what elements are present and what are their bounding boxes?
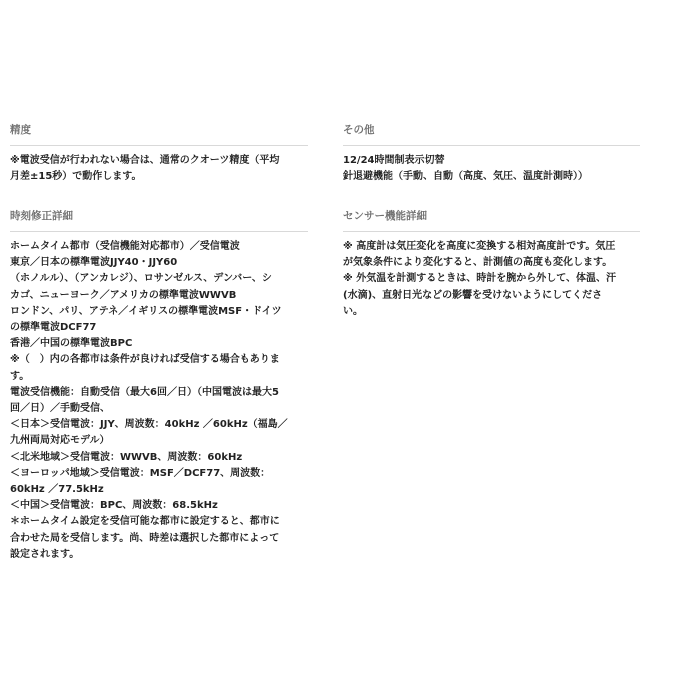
text-line: ※ 外気温を計測するときは、時計を腕から外して、体温、汗 [343,273,617,285]
accuracy-section [10,122,308,185]
text-line: い。 [343,305,363,317]
text-line: ※ 高度計は気圧変化を高度に変換する相対高度計です。気圧 [343,241,616,252]
text-line: ＜北米地域＞受信電波：WWVB、周波数：60kHz [10,451,243,463]
text-line: 回／日）／手動受信、 [10,403,110,415]
text-line: す。 [10,370,30,382]
text-line: （ホノルル）、（アンカレジ）、ロサンゼルス、デンバー、シ [10,273,272,285]
text-line: 九州両局対応モデル） [10,435,110,447]
text-line: 合わせた局を受信します。尚、時差は選択した都市によって [10,532,280,544]
text-line: ＜中国＞受信電波：BPC、周波数：68.5kHz [10,500,218,512]
time-correction-divider [10,231,308,232]
text-line: 針退避機能（手動、自動（高度、気圧、温度計測時）） [343,171,588,183]
sensor-heading: センサー機能詳細 [343,210,427,222]
accuracy-divider [10,145,308,146]
sensor-text [343,239,640,320]
text-line: ※（ ）内の各都市は条件が良ければ受信する場合もありま [10,354,280,366]
text-line: (水滴)、直射日光などの影響を受けないようにしてくださ [343,289,603,301]
other-text [343,153,640,185]
text-line: の標準電波DCF77 [10,322,97,334]
accuracy-heading: 精度 [10,124,31,136]
text-line: 設定されます。 [10,548,80,560]
other-heading: その他 [343,124,375,136]
other-section [343,122,640,185]
sensor-divider [343,231,640,232]
time-correction-text [10,239,308,563]
text-line: カゴ、ニューヨーク／アメリカの標準電波WWVB [10,289,237,301]
sensor-section [343,208,640,320]
text-line: ロンドン、パリ、アテネ／イギリスの標準電波MSF・ドイツ [10,305,282,317]
text-line: ※電波受信が行われない場合は、通常のクオーツ精度（平均 [10,155,280,166]
time-correction-section [10,208,308,563]
text-line: 電波受信機能：自動受信（最大6回／日）（中国電波は最大5 [10,386,279,398]
text-line: が気象条件により変化すると、計測値の高度も変化します。 [343,257,613,269]
text-line: 12/24時間制表示切替 [343,155,445,166]
other-divider [343,145,640,146]
text-line: ＜ヨーロッパ地域＞受信電波：MSF／DCF77、周波数： [10,467,271,479]
time-correction-heading: 時刻修正詳細 [10,210,73,222]
text-line: ＊ホームタイム設定を受信可能な都市に設定すると、都市に [10,516,280,528]
text-line: ホームタイム都市（受信機能対応都市）／受信電波 [10,241,240,252]
text-line: 香港／中国の標準電波BPC [10,338,133,350]
text-line: 60kHz ／77.5kHz [10,484,104,496]
text-line: 月差±15秒）で動作します。 [10,171,142,183]
accuracy-text [10,153,308,185]
text-line: ＜日本＞受信電波：JJY、周波数：40kHz ／60kHz（福島／ [10,419,288,431]
text-line: 東京／日本の標準電波JJY40・JJY60 [10,257,178,269]
